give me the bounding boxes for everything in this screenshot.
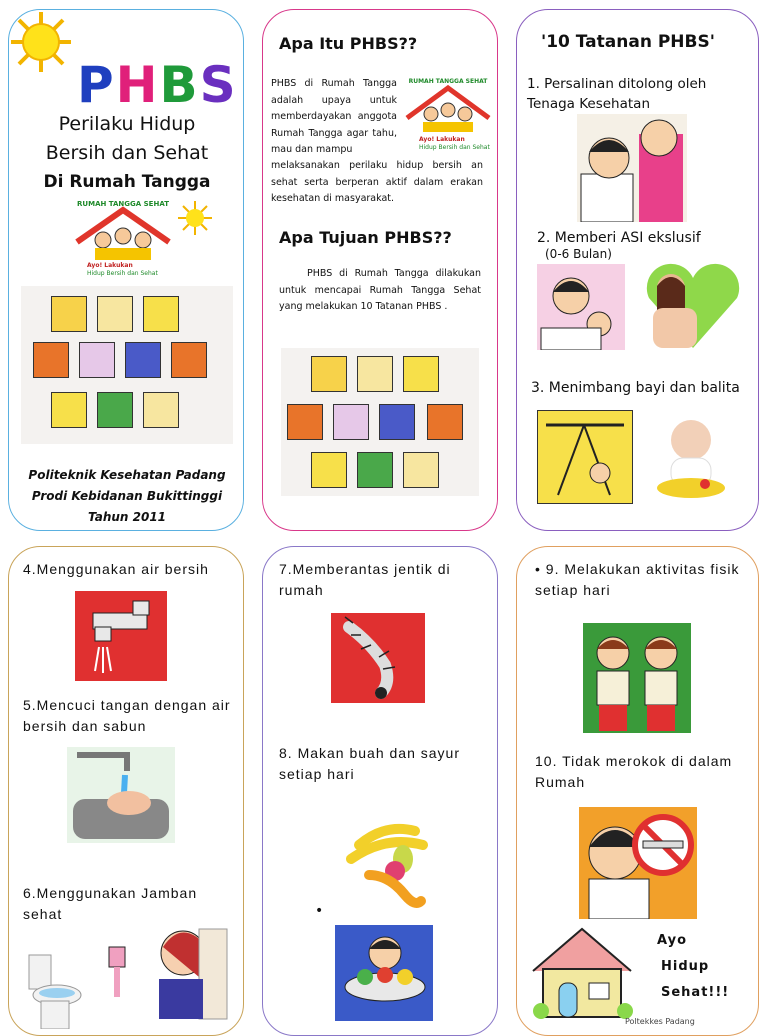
practices-4-6-panel bbox=[8, 546, 244, 1036]
practice-5-label: 5.Mencuci tangan dengan air bersih dan sabun bbox=[23, 697, 231, 734]
practice-9-label: • 9. Melakukan aktivitas fisik setiap hari bbox=[535, 561, 740, 598]
subtitle-line2: Bersih dan Sehat bbox=[45, 142, 209, 164]
closing-word-2: Hidup bbox=[661, 959, 710, 974]
weighing-tile bbox=[403, 356, 439, 392]
larva-tile bbox=[171, 342, 207, 378]
practices-7-8-panel bbox=[262, 546, 498, 1036]
definition-text-bottom: melaksanakan perilaku hidup bersih an sehat serta berperan aktif dalam erakan kesehatan di masyarakat. bbox=[271, 160, 483, 204]
clean-water-tile bbox=[287, 404, 323, 440]
vegetables-tile bbox=[51, 392, 87, 428]
practice-3-label: 3. Menimbang bayi dan balita bbox=[531, 380, 740, 396]
rumah-tangga-sehat-logo-small: RUMAH TANGGA SEHAT Ayo! Lakukan Hidup Bersih dan Sehat bbox=[408, 78, 490, 151]
mother-baby-photo bbox=[633, 258, 753, 352]
heading-apa-itu: Apa Itu PHBS?? bbox=[279, 34, 418, 53]
childbirth-tile bbox=[311, 356, 347, 392]
childbirth-tile bbox=[51, 296, 87, 332]
definition-text-top: PHBS di Rumah Tangga adalah upaya untuk memberdayakan anggota Rumah Tangga agar tahu, mau dan mampu bbox=[271, 78, 397, 155]
clean-water-tile bbox=[33, 342, 69, 378]
ten-practices-grid bbox=[21, 286, 233, 444]
about-panel bbox=[262, 9, 498, 531]
goal-text: PHBS di Rumah Tangga dilakukan untuk mencapai Rumah Tangga Sehat yang melakukan 10 Tatanan PHBS . bbox=[279, 268, 481, 312]
small-sun-icon bbox=[177, 200, 213, 236]
woman-on-toilet-illustration bbox=[99, 919, 231, 1029]
practice-7-label: 7.Memberantas jentik di rumah bbox=[279, 561, 451, 598]
handwashing-illustration bbox=[67, 747, 175, 843]
weighing-illustration bbox=[537, 410, 633, 504]
heading-10-tatanan: '10 Tatanan PHBS' bbox=[541, 32, 715, 52]
cover-panel bbox=[8, 9, 244, 531]
toilet-illustration bbox=[23, 925, 83, 1029]
practice-10-label: 10. Tidak merokok di dalam Rumah bbox=[535, 753, 733, 790]
practice-4-label: 4.Menggunakan air bersih bbox=[23, 561, 209, 577]
clean-water-illustration bbox=[75, 591, 167, 681]
breastfeeding-tile bbox=[357, 356, 393, 392]
physical-activity-illustration bbox=[583, 623, 691, 733]
weighing-tile bbox=[143, 296, 179, 332]
breastfeeding-tile bbox=[97, 296, 133, 332]
larva-illustration bbox=[331, 613, 425, 703]
no-smoking-tile bbox=[403, 452, 439, 488]
handwashing-tile bbox=[333, 404, 369, 440]
practice-6-label: 6.Menggunakan Jamban sehat bbox=[23, 885, 198, 922]
activity-tile bbox=[357, 452, 393, 488]
larva-tile bbox=[427, 404, 463, 440]
latrine-tile bbox=[125, 342, 161, 378]
heading-apa-tujuan: Apa Tujuan PHBS?? bbox=[279, 228, 452, 247]
ten-practices-grid-2 bbox=[281, 348, 479, 496]
vegetables-tile bbox=[311, 452, 347, 488]
footer-fragment: Poltekkes Padang bbox=[625, 1017, 695, 1026]
practices-1-3-panel bbox=[516, 9, 759, 531]
no-smoking-illustration bbox=[579, 807, 697, 919]
practice-8-label: 8. Makan buah dan sayur setiap hari bbox=[279, 745, 460, 782]
practices-9-10-panel bbox=[516, 546, 759, 1036]
baby-photo bbox=[655, 414, 729, 498]
rumah-tangga-sehat-logo: RUMAH TANGGA SEHAT Ayo! Lakukan Hidup Bersih dan Sehat bbox=[77, 200, 169, 277]
closing-word-1: Ayo bbox=[657, 933, 688, 948]
practice-2-sublabel: (0-6 Bulan) bbox=[545, 247, 612, 261]
breastfeeding-illustration bbox=[537, 264, 625, 350]
activity-tile bbox=[97, 392, 133, 428]
practice-2-label: 2. Memberi ASI ekslusif bbox=[537, 230, 701, 246]
subtitle-line1: Perilaku Hidup bbox=[58, 113, 196, 135]
subtitle-line3: Di Rumah Tangga bbox=[43, 172, 211, 192]
institution-footer: Politeknik Kesehatan Padang Prodi Kebidanan Bukittinggi Tahun 2011 bbox=[28, 468, 226, 524]
bullet-marker: • bbox=[315, 903, 324, 919]
handwashing-tile bbox=[79, 342, 115, 378]
vegetables-illustration bbox=[335, 925, 433, 1021]
childbirth-illustration bbox=[577, 114, 687, 222]
house-illustration bbox=[527, 919, 637, 1019]
practice-1-label: 1. Persalinan ditolong oleh Tenaga Kesehatan bbox=[527, 76, 707, 112]
closing-word-3: Sehat!!! bbox=[661, 985, 730, 1000]
no-smoking-tile bbox=[143, 392, 179, 428]
phbs-title: PHBS bbox=[77, 56, 238, 114]
latrine-tile bbox=[379, 404, 415, 440]
fruit-illustration bbox=[345, 815, 431, 909]
